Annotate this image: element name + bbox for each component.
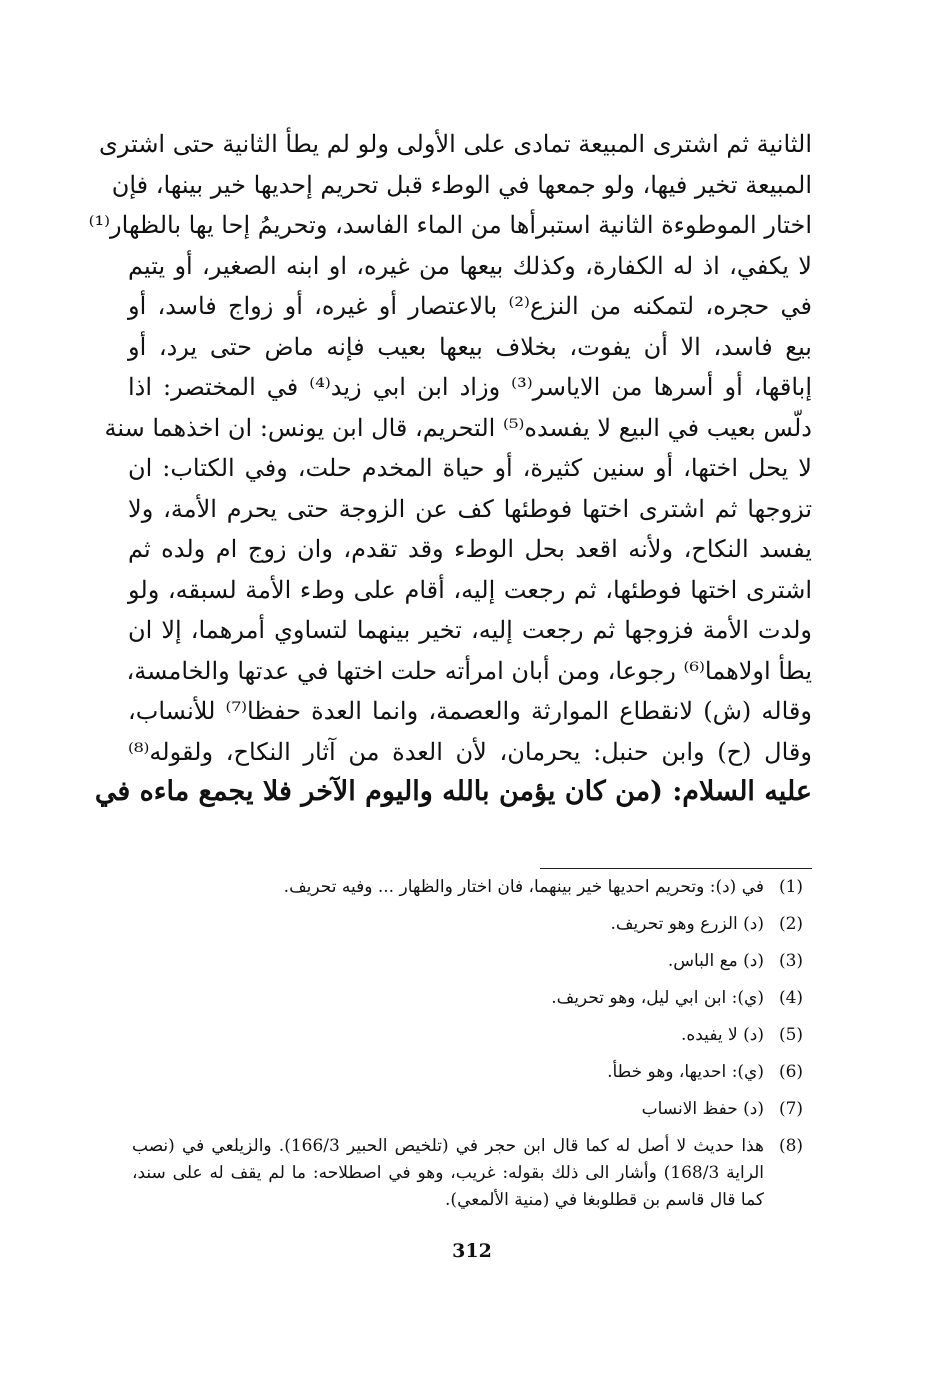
footnote-number: (4) [778, 988, 804, 1008]
text-line: وقاله (ش) لانقطاع الموارثة والعصمة، وانما العدة حفظا⁽⁷⁾ للأنساب، [128, 697, 812, 725]
footnote [132, 911, 812, 937]
footnote-text: (د) حفظ الانساب [641, 1099, 764, 1119]
text-line: اشترى اختها فوطئها، ثم رجعت إليه، أقام على وطء الأمة لسبقه، ولو [128, 575, 812, 604]
footnote-text: (د) الزرع وهو تحريف. [610, 914, 764, 934]
text-line: لا يكفي، اذ له الكفارة، وكذلك بيعها من غيره، او ابنه الصغير، أو يتيم [128, 251, 812, 280]
footnote-text: (ي): احديها، وهو خطأ. [607, 1062, 764, 1082]
footnote-divider [540, 868, 812, 869]
text-line: الثانية ثم اشترى المبيعة تمادى على الأولى ولو لم يطأ الثانية حتى اشترى [99, 130, 812, 158]
text-line: تزوجها ثم اشترى اختها فوطئها كف عن الزوجة حتى يحرم الأمة، ولا [128, 494, 812, 523]
footnote [132, 985, 812, 1011]
footnote-text: هذا حديث لا أصل له كما قال ابن حجر في (تلخيص الحبير 166/3). والزيلعي في (نصب الراية 168/3) وأشار الى ذلك بقوله: غريب، وهو في اصطلاحه: ما لم يقف له على سند، كما قال قاسم بن قطلوبغا في (منية الألمعي). [132, 1136, 764, 1210]
footnote-text: (ي): ابن ابي ليل، وهو تحريف. [551, 988, 764, 1008]
text-line: اختار الموطوءة الثانية استبرأها من الماء الفاسد، وتحريمُ إحا يها بالظهار⁽¹⁾ [88, 211, 812, 239]
footnote-number: (1) [778, 877, 804, 897]
footnote [132, 1059, 812, 1085]
text-line: المبيعة تخير فيها، ولو جمعها في الوطء قبل تحريم إحديها خير بينها، فإن [111, 170, 812, 199]
footnote-text: (د) مع الباس. [667, 951, 764, 971]
main-text [88, 124, 813, 813]
text-line: بيع فاسد، الا أن يفوت، بخلاف بيعها بعيب فإنه ماض حتى يرد، أو [128, 332, 812, 361]
footnote [132, 1022, 812, 1048]
text-line: لا يحل اختها، أو سنين كثيرة، أو حياة المخدم حلت، وفي الكتاب: ان [128, 454, 812, 482]
footnotes [132, 874, 812, 1225]
text-line: ولدت الأمة فزوجها ثم رجعت إليه، تخير بينهما لتساوي أمرهما، إلا ان [128, 616, 812, 644]
footnote-number: (2) [778, 914, 804, 934]
footnote-number: (5) [778, 1025, 804, 1045]
text-line: يطأ اولاهما⁽⁶⁾ رجوعا، ومن أبان امرأته حلت اختها في عدتها والخامسة، [126, 656, 812, 685]
text-line-hadith: عليه السلام: (من كان يؤمن بالله واليوم الآخر فلا يجمع ماءه في [94, 776, 812, 807]
footnote [132, 874, 812, 900]
text-line: دلّس بعيب في البيع لا يفسده⁽⁵⁾ التحريم، قال ابن يونس: ان اخذهما سنة [104, 413, 812, 442]
footnote-number: (3) [778, 951, 804, 971]
footnote-number: (7) [778, 1099, 804, 1119]
footnote-number: (8) [778, 1136, 804, 1156]
footnote-text: في (د): وتحريم احديها خير بينهما، فان اختار والظهار ... وفيه تحريف. [283, 877, 764, 897]
footnote-number: (6) [778, 1062, 804, 1082]
text-line: يفسد النكاح، ولأنه اقعد بحل الوطء وقد تقدم، وان زوج ام ولده ثم [128, 535, 812, 563]
footnote [132, 1096, 812, 1122]
text-line: في حجره، لتمكنه من النزع⁽²⁾ بالاعتصار أو غيره، أو زواج فاسد، أو [128, 292, 812, 320]
footnote-text: (د) لا يفيده. [680, 1025, 764, 1045]
text-line: وقال (ح) وابن حنبل: يحرمان، لأن العدة من آثار النكاح، ولقوله⁽⁸⁾ [128, 737, 812, 766]
text-line: إباقها، أو أسرها من الاياسر⁽³⁾ وزاد ابن ابي زيد⁽⁴⁾ في المختصر: اذا [128, 373, 813, 401]
footnote [132, 948, 812, 974]
page-number: 312 [452, 1240, 492, 1262]
footnote [132, 1133, 812, 1214]
